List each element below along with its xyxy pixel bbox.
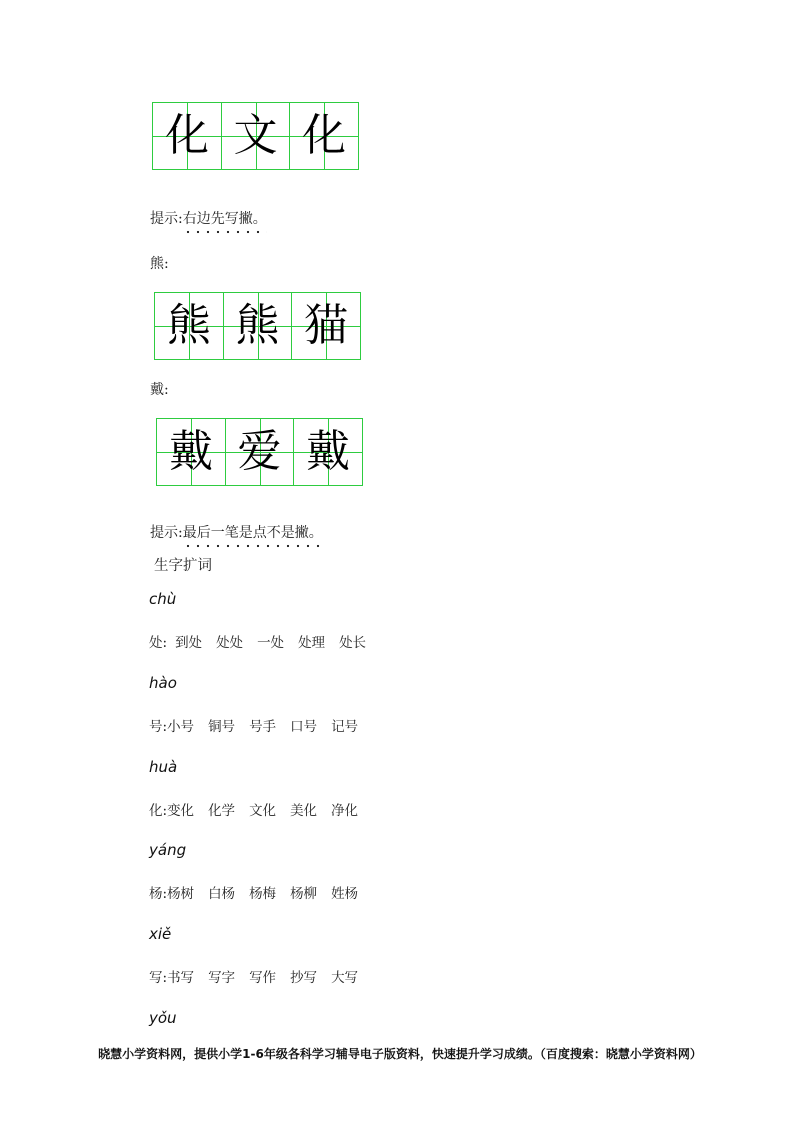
grid-character: 化 — [165, 110, 209, 161]
grid-cell — [156, 418, 226, 486]
word: 书写 — [167, 970, 195, 986]
hint-1 — [150, 210, 267, 228]
entry-head: 处: — [149, 635, 168, 651]
word: 净化 — [331, 803, 359, 819]
grid-character: 戴 — [306, 426, 350, 477]
word: 杨树 — [167, 886, 195, 902]
label-dai: 戴: — [150, 382, 169, 398]
grid-character: 猫 — [304, 300, 348, 351]
hint-prefix: 提示: — [150, 525, 183, 541]
word: 小号 — [167, 719, 195, 735]
hint-body: 右边先写撇。 — [182, 211, 267, 227]
word: 大写 — [331, 970, 359, 986]
grid-cell — [221, 102, 291, 170]
word: 姓杨 — [331, 886, 359, 902]
entry-words — [149, 799, 372, 819]
emphasis-dots — [183, 544, 323, 548]
grid-cell — [291, 292, 361, 360]
writing-grid-1 — [152, 102, 358, 170]
word: 号手 — [249, 719, 277, 735]
word: 处处 — [216, 635, 244, 651]
emphasized-text — [183, 210, 267, 228]
grid-character: 爱 — [237, 426, 282, 477]
section-title: 生字扩词 — [154, 558, 212, 574]
entry-pinyin: yáng — [149, 841, 187, 859]
entry-pinyin: huà — [149, 758, 178, 776]
word: 抄写 — [290, 970, 318, 986]
grid-cell — [223, 292, 293, 360]
word: 到处 — [175, 635, 203, 651]
emphasized-text — [183, 524, 323, 542]
word: 杨梅 — [249, 886, 277, 902]
entry-pinyin: hào — [149, 674, 177, 692]
entry-pinyin: xiě — [149, 925, 172, 943]
grid-character: 熊 — [167, 300, 211, 351]
writing-grid-3 — [156, 418, 362, 486]
word: 变化 — [167, 803, 195, 819]
word: 写作 — [249, 970, 277, 986]
grid-character: 熊 — [235, 300, 280, 351]
word: 铜号 — [208, 719, 236, 735]
footer-ad: 晓慧小学资料网，提供小学1-6年级各科学习辅导电子版资料，快速提升学习成绩。（百度搜索：晓慧小学资料网） — [98, 1047, 702, 1061]
entry-head: 号: — [149, 719, 168, 735]
writing-grid-2 — [154, 292, 360, 360]
entry-pinyin: chù — [149, 590, 177, 608]
entry-head: 杨: — [149, 886, 168, 902]
grid-character: 戴 — [169, 426, 213, 477]
entry-words — [149, 882, 372, 902]
entry-head: 化: — [149, 803, 168, 819]
grid-cell — [289, 102, 359, 170]
word: 杨柳 — [290, 886, 318, 902]
grid-cell — [154, 292, 224, 360]
word: 美化 — [290, 803, 318, 819]
word: 写字 — [208, 970, 236, 986]
entry-words — [149, 631, 380, 651]
entry-words — [149, 966, 372, 986]
word: 记号 — [331, 719, 359, 735]
word: 口号 — [290, 719, 318, 735]
entry-head: 写: — [149, 970, 168, 986]
word: 化学 — [208, 803, 236, 819]
emphasis-dots — [183, 230, 267, 234]
grid-cell — [225, 418, 295, 486]
word: 处理 — [298, 635, 326, 651]
hint-2 — [150, 524, 323, 542]
grid-character: 文 — [233, 110, 278, 161]
grid-cell — [293, 418, 363, 486]
grid-cell — [152, 102, 222, 170]
grid-character: 化 — [302, 110, 346, 161]
word: 一处 — [257, 635, 285, 651]
hint-body: 最后一笔是点不是撇。 — [182, 525, 323, 541]
word: 处长 — [339, 635, 367, 651]
entry-words — [149, 715, 372, 735]
word: 文化 — [249, 803, 277, 819]
label-xiong: 熊: — [150, 256, 169, 272]
hint-prefix: 提示: — [150, 211, 183, 227]
entry-pinyin: yǒu — [149, 1009, 177, 1027]
word: 白杨 — [208, 886, 236, 902]
